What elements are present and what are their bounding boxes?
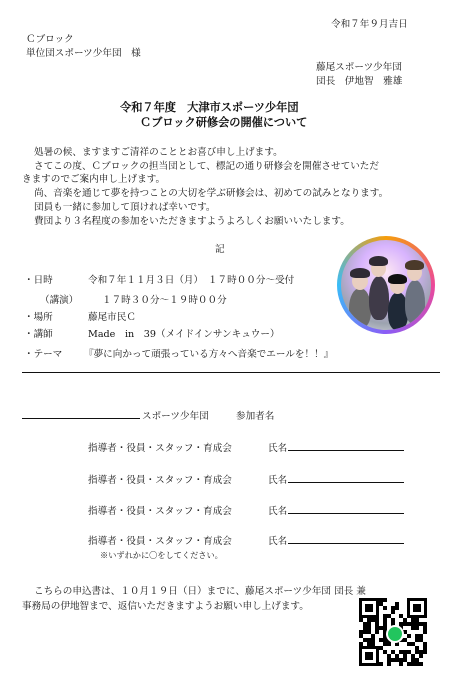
qr-code[interactable] bbox=[359, 598, 427, 666]
role-options-3[interactable]: 指導者・役員・スタッフ・育成会 bbox=[88, 506, 232, 517]
lecture-label: （講演） bbox=[40, 295, 79, 306]
body-line-2: さてこの度、Ｃブロックの担当団として、標記の通り研修会を開催させていただ bbox=[34, 161, 379, 172]
name-label-1: 氏名 bbox=[268, 443, 288, 454]
name-blank-3[interactable] bbox=[288, 513, 404, 514]
date-value: 令和７年１１月３日（月） １７時００分〜受付 bbox=[88, 275, 295, 286]
team-suffix: スポーツ少年団 bbox=[142, 411, 209, 422]
body-line-3: きますのでご案内申し上げます。 bbox=[22, 174, 166, 185]
document-title-line2: Ｃブロック研修会の開催について bbox=[140, 115, 308, 129]
addressee-block: Ｃブロック bbox=[26, 34, 74, 45]
body-line-1: 処暑の候、ますますご清祥のこととお喜び申し上げます。 bbox=[34, 147, 283, 158]
participants-label: 参加者名 bbox=[236, 411, 275, 422]
ki-marker: 記 bbox=[215, 244, 225, 255]
theme-label: ・テーマ bbox=[24, 349, 63, 360]
lecturer-photo bbox=[337, 236, 435, 334]
name-blank-4[interactable] bbox=[288, 543, 404, 544]
footer-line-1: こちらの申込書は、１０月１９日（日）までに、藤尾スポーツ少年団 団長 兼 bbox=[34, 586, 366, 597]
role-options-1[interactable]: 指導者・役員・スタッフ・育成会 bbox=[88, 443, 232, 454]
sender-name: 団長 伊地智 雅雄 bbox=[316, 76, 403, 87]
name-blank-1[interactable] bbox=[288, 450, 404, 451]
qr-logo-icon bbox=[386, 625, 404, 643]
document-title-line1: 令和７年度 大津市スポーツ少年団 bbox=[120, 100, 299, 114]
addressee-teams: 単位団スポーツ少年団 様 bbox=[26, 48, 141, 59]
name-label-4: 氏名 bbox=[268, 536, 288, 547]
lecturer-value: Made in 39（メイドインサンキュウー） bbox=[88, 329, 280, 340]
name-label-3: 氏名 bbox=[268, 506, 288, 517]
role-options-4[interactable]: 指導者・役員・スタッフ・育成会 bbox=[88, 536, 232, 547]
team-name-blank[interactable] bbox=[22, 418, 140, 419]
date-label: ・日時 bbox=[24, 275, 53, 286]
body-line-5: 団員も一緒に参加して頂ければ幸いです。 bbox=[34, 202, 216, 213]
theme-value: 『夢に向かって頑張っている方々へ音楽でエールを！！』 bbox=[84, 349, 334, 360]
name-blank-2[interactable] bbox=[288, 482, 404, 483]
lecturer-label: ・講師 bbox=[24, 329, 53, 340]
name-label-2: 氏名 bbox=[268, 475, 288, 486]
body-line-4: 尚、音楽を通じて夢を持つことの大切を学ぶ研修会は、初めての試みとなります。 bbox=[34, 188, 389, 199]
lecture-value: １７時３０分〜１９時００分 bbox=[102, 295, 227, 306]
section-divider bbox=[22, 372, 440, 373]
body-line-6: 費団より３名程度の参加をいただきますようよろしくお願いいたします。 bbox=[34, 216, 350, 227]
place-label: ・場所 bbox=[24, 312, 53, 323]
circle-note: ※いずれかに〇をしてください。 bbox=[100, 550, 223, 560]
issue-date: 令和７年９月吉日 bbox=[331, 19, 408, 30]
role-options-2[interactable]: 指導者・役員・スタッフ・育成会 bbox=[88, 475, 232, 486]
place-value: 藤尾市民Ｃ bbox=[88, 312, 136, 323]
footer-line-2: 事務局の伊地智まで、返信いただきますようお願い申し上げます。 bbox=[22, 601, 309, 612]
sender-org: 藤尾スポーツ少年団 bbox=[316, 62, 402, 73]
